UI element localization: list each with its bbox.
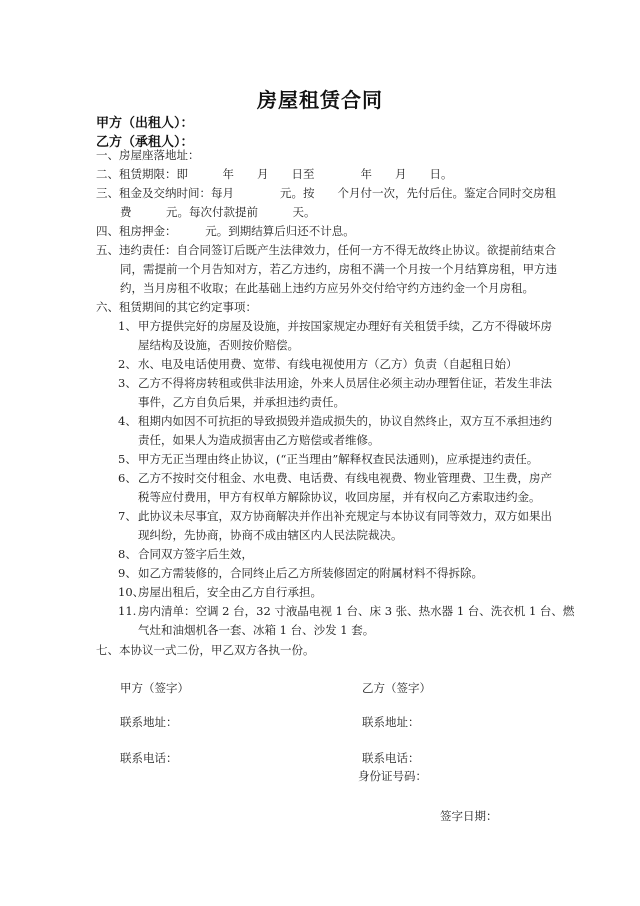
item-11-cont: 气灶和油烟机各一套、冰箱 1 台、沙发 1 套。 (138, 623, 375, 637)
item-number: 7、 (118, 509, 137, 523)
clause-1-address: 一、房屋座落地址： (96, 148, 200, 162)
item-1 (118, 317, 552, 336)
clause-5-breach: 五、违约责任：自合同签订后既产生法律效力，任何一方不得无故终止协议。欲提前结束合 (96, 243, 556, 257)
party-b-address-label: 联系地址： (362, 715, 420, 729)
item-text: 甲方无正当理由终止协议，(“正当理由”解释权查民法通则)，应承提违约责任。 (138, 452, 539, 466)
item-8 (118, 545, 253, 564)
item-4-cont: 责任，如果人为造成损害由乙方赔偿或者维修。 (138, 433, 380, 447)
party-b-signature-label: 乙方（签字） (362, 681, 431, 695)
item-2 (118, 355, 518, 374)
item-7 (118, 507, 552, 526)
item-4 (118, 412, 552, 431)
clause-5-breach-cont-2: 约，当月房租不收取；在此基础上违约方应另外交付给守约方违约金一个月房租。 (120, 281, 534, 295)
item-number: 9、 (118, 566, 137, 580)
item-number: 6、 (118, 471, 137, 485)
clause-7-copies: 七、本协议一式二份，甲乙双方各执一份。 (96, 643, 315, 657)
party-a-address-label: 联系地址： (120, 715, 178, 729)
party-b-id-label: 身份证号码： (358, 769, 427, 783)
item-1-cont: 屋结构及设施，否则按价赔偿。 (138, 338, 299, 352)
document-title: 房屋租赁合同 (257, 88, 383, 112)
party-a-signature-label: 甲方（签字） (120, 681, 189, 695)
item-number: 11. (118, 604, 137, 618)
party-b-phone-label: 联系电话： (362, 751, 420, 765)
item-text: 水、电及电话使用费、宽带、有线电视使用方（乙方）负责（自起租日始） (138, 357, 518, 371)
item-9 (118, 564, 483, 583)
item-text: 此协议未尽事宜，双方协商解决并作出补充规定与本协议有同等效力，双方如果出 (138, 509, 552, 523)
item-text: 乙方不按时交付租金、水电费、电话费、有线电视费、物业管理费、卫生费，房产 (138, 471, 552, 485)
party-a-phone-label: 联系电话： (120, 751, 178, 765)
clause-4-deposit: 四、租房押金： 元。到期结算后归还不计息。 (96, 224, 355, 238)
item-7-cont: 现纠纷，先协商，协商不成由辖区内人民法院裁决。 (138, 528, 403, 542)
clause-3-rent: 三、租金及交纳时间：每月 元。按 个月付一次，先付后住。鉴定合同时交房租 (96, 186, 556, 200)
item-11 (118, 602, 574, 621)
clause-6-other-terms: 六、租赁期间的其它约定事项： (96, 300, 257, 314)
clause-5-breach-cont-1: 同，需提前一个月告知对方，若乙方违约，房租不满一个月按一个月结算房租，甲方违 (120, 262, 557, 276)
item-text: 乙方不得将房转租或供非法用途，外来人员居住必须主动办理暂住证，若发生非法 (138, 376, 552, 390)
item-number: 2、 (118, 357, 137, 371)
item-text: 如乙方需装修的，合同终止后乙方所装修固定的附属材料不得拆除。 (138, 566, 483, 580)
party-a-heading: 甲方（出租人）： (96, 116, 194, 131)
item-number: 5、 (118, 452, 137, 466)
clause-2-term: 二、租赁期限：即 年 月 日至 年 月 日。 (96, 167, 453, 181)
item-10 (118, 583, 322, 602)
item-3 (118, 374, 552, 393)
item-number: 1、 (118, 319, 137, 333)
item-text: 甲方提供完好的房屋及设施，并按国家规定办理好有关租赁手续，乙方不得破坏房 (138, 319, 552, 333)
item-number: 4、 (118, 414, 137, 428)
item-6 (118, 469, 552, 488)
item-number: 8、 (118, 547, 137, 561)
signing-date-label: 签字日期： (440, 809, 498, 823)
item-text: 房屋出租后，安全由乙方自行承担。 (138, 585, 322, 599)
item-number: 10、 (118, 585, 145, 599)
item-text: 租期内如因不可抗拒的导致损毁并造成损失的，协议自然终止，双方互不承担违约 (138, 414, 552, 428)
item-text: 房内清单：空调 2 台，32 寸液晶电视 1 台、床 3 张、热水器 1 台、洗衣机 1 台、燃 (138, 604, 575, 618)
item-number: 3、 (118, 376, 137, 390)
clause-3-rent-cont: 费 元。每次付款提前 天。 (120, 205, 316, 219)
party-b-heading: 乙方（承租人）： (96, 135, 194, 150)
item-text: 合同双方签字后生效， (138, 547, 253, 561)
item-5 (118, 450, 538, 469)
item-6-cont: 税等应付费用，甲方有权单方解除协议，收回房屋，并有权向乙方索取违约金。 (138, 490, 541, 504)
item-3-cont: 事件，乙方自负后果，并承担违约责任。 (138, 395, 345, 409)
